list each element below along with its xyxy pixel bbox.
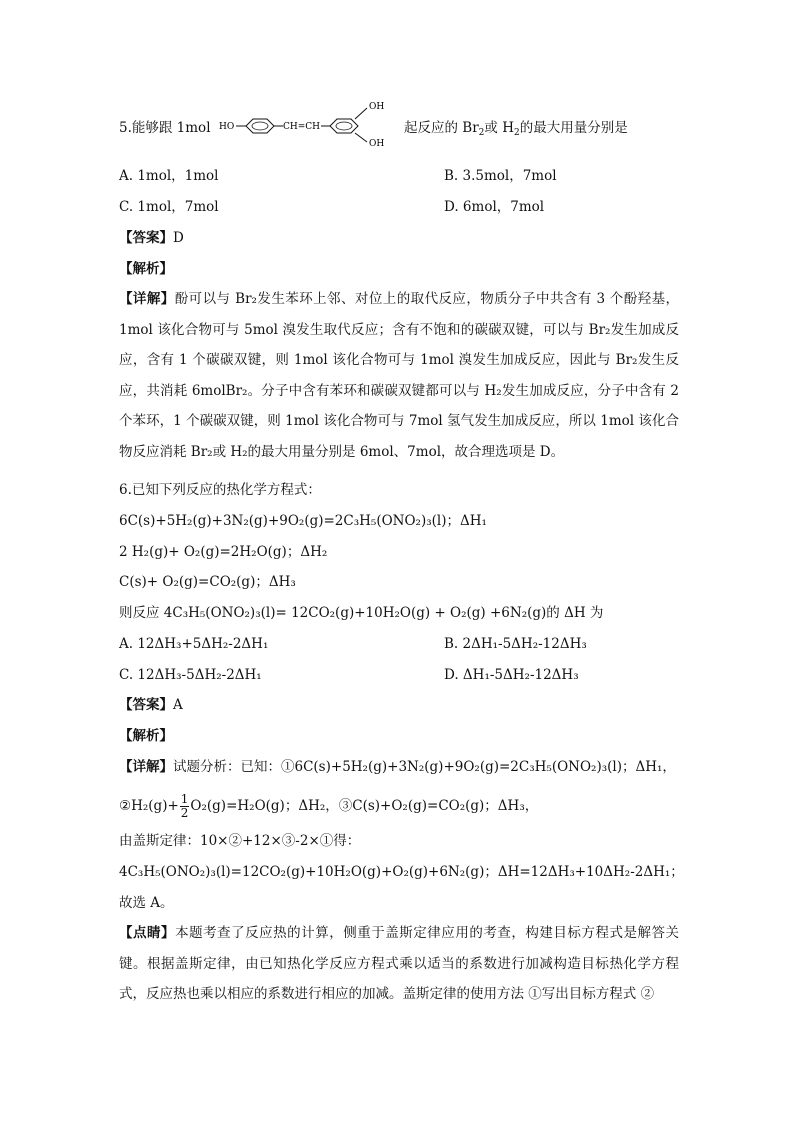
q6-question: 则反应 4C₃H₅(ONO₂)₃(l)= 12CO₂(g)+10H₂O(g) + O₂(g) +6N₂(g)的 ΔH 为 [119,605,604,621]
q5-detail-paragraph: 【详解】酚可以与 Br₂发生苯环上邻、对位上的取代反应，物质分子中共含有 3 个酚羟基，1mol 该化合物可与 5mol 溴发生取代反应；含有不饱和的碳碳双键，可以与 Br₂发生加成反应，含有 1 个碳碳双键，则 1mol 该化合物可与 1mol 溴发生加成反应，因此与 Br₂发生反应，共消耗 6molBr₂。分子中含有苯环和碳碳双键都可以与 H₂发生加成反应，分子中含有 2 个苯环，1 个碳碳双键，则 1mol 该化合物可与 7mol 氢气发生加成反应，所以 1mol 该化合物反应消耗 Br₂或 H₂的最大用量分别是 6mol、7mol，故合理选项是 D。 [119,291,680,460]
q6-detail-line-1: 【详解】试题分析：已知：①6C(s)+5H₂(g)+3N₂(g)+9O₂(g)=2C₃H₅(ONO₂)₃(l)；ΔH₁， [119,759,676,775]
q6-option-c: C. 12ΔH₃-5ΔH₂-2ΔH₁ [119,667,262,683]
q6-detail-line-3: 由盖斯定律：10×②+12×③-2×①得： [119,833,361,849]
q5-stem-suffix: 起反应的 $Br_2$或 $H_2$的最大用量分别是 [404,120,628,138]
q5-option-c: C. 1mol，7mol [119,199,219,215]
q6-detail-line-4: 4C₃H₅(ONO₂)₃(l)=12CO₂(g)+10H₂O(g)+O₂(g)+6N₂(g)；ΔH=12ΔH₃+10ΔH₂-2ΔH₁； [119,864,684,880]
fraction-one-half: $\frac{1}{2}$ [180,792,189,820]
q6-detail-line-2: ②H₂(g)+ $\frac{1}{2}$ O₂(g)=H₂O(g)；ΔH₂，③C(s)+O₂(g)=CO₂(g)；ΔH₃， [119,792,539,820]
q6-equation-1: 6C(s)+5H₂(g)+3N₂(g)+9O₂(g)=2C₃H₅(ONO₂)₃(l)；ΔH₁ [119,513,487,529]
q5-option-b: B. 3.5mol，7mol [444,168,557,184]
oh-label-bottom: OH [369,139,385,149]
q6-equation-3: C(s)+ O₂(g)=CO₂(g)；ΔH₃ [119,574,296,590]
q5-option-d: D. 6mol，7mol [444,199,545,215]
q5-prefix: 5.能够跟 1mol [119,120,211,136]
q6-title: 6.已知下列反应的热化学方程式： [119,482,321,498]
chain-label: CH=CH [283,122,321,132]
q5-analysis-label: 【解析】 [119,261,173,277]
q6-option-a: A. 12ΔH₃+5ΔH₂-2ΔH₁ [119,636,269,652]
q5-option-a: A. 1mol，1mol [119,168,219,184]
q6-detail-line-5: 故选 A。 [119,895,174,911]
q6-point-paragraph: 【点睛】本题考查了反应热的计算，侧重于盖斯定律应用的考查，构建目标方程式是解答关键。根据盖斯定律，由已知热化学反应方程式乘以适当的系数进行加减构造目标热化学方程式，反应热也乘以相应的系数进行相应的加减。盖斯定律的使用方法 ①写出目标方程式 ② [119,925,680,1002]
q6-option-b: B. 2ΔH₁-5ΔH₂-12ΔH₃ [444,636,587,652]
q5-structure-image [217,98,399,150]
q5-answer: 【答案】D [119,230,184,246]
ho-label: HO [219,122,235,132]
q6-equation-2: 2 H₂(g)+ O₂(g)=2H₂O(g)；ΔH₂ [119,544,328,560]
q6-option-d: D. ΔH₁-5ΔH₂-12ΔH₃ [444,667,579,683]
q5-stem [119,118,211,138]
q6-answer: 【答案】A [119,697,183,713]
q6-analysis-label: 【解析】 [119,728,173,744]
oh-label-top: OH [369,102,385,112]
